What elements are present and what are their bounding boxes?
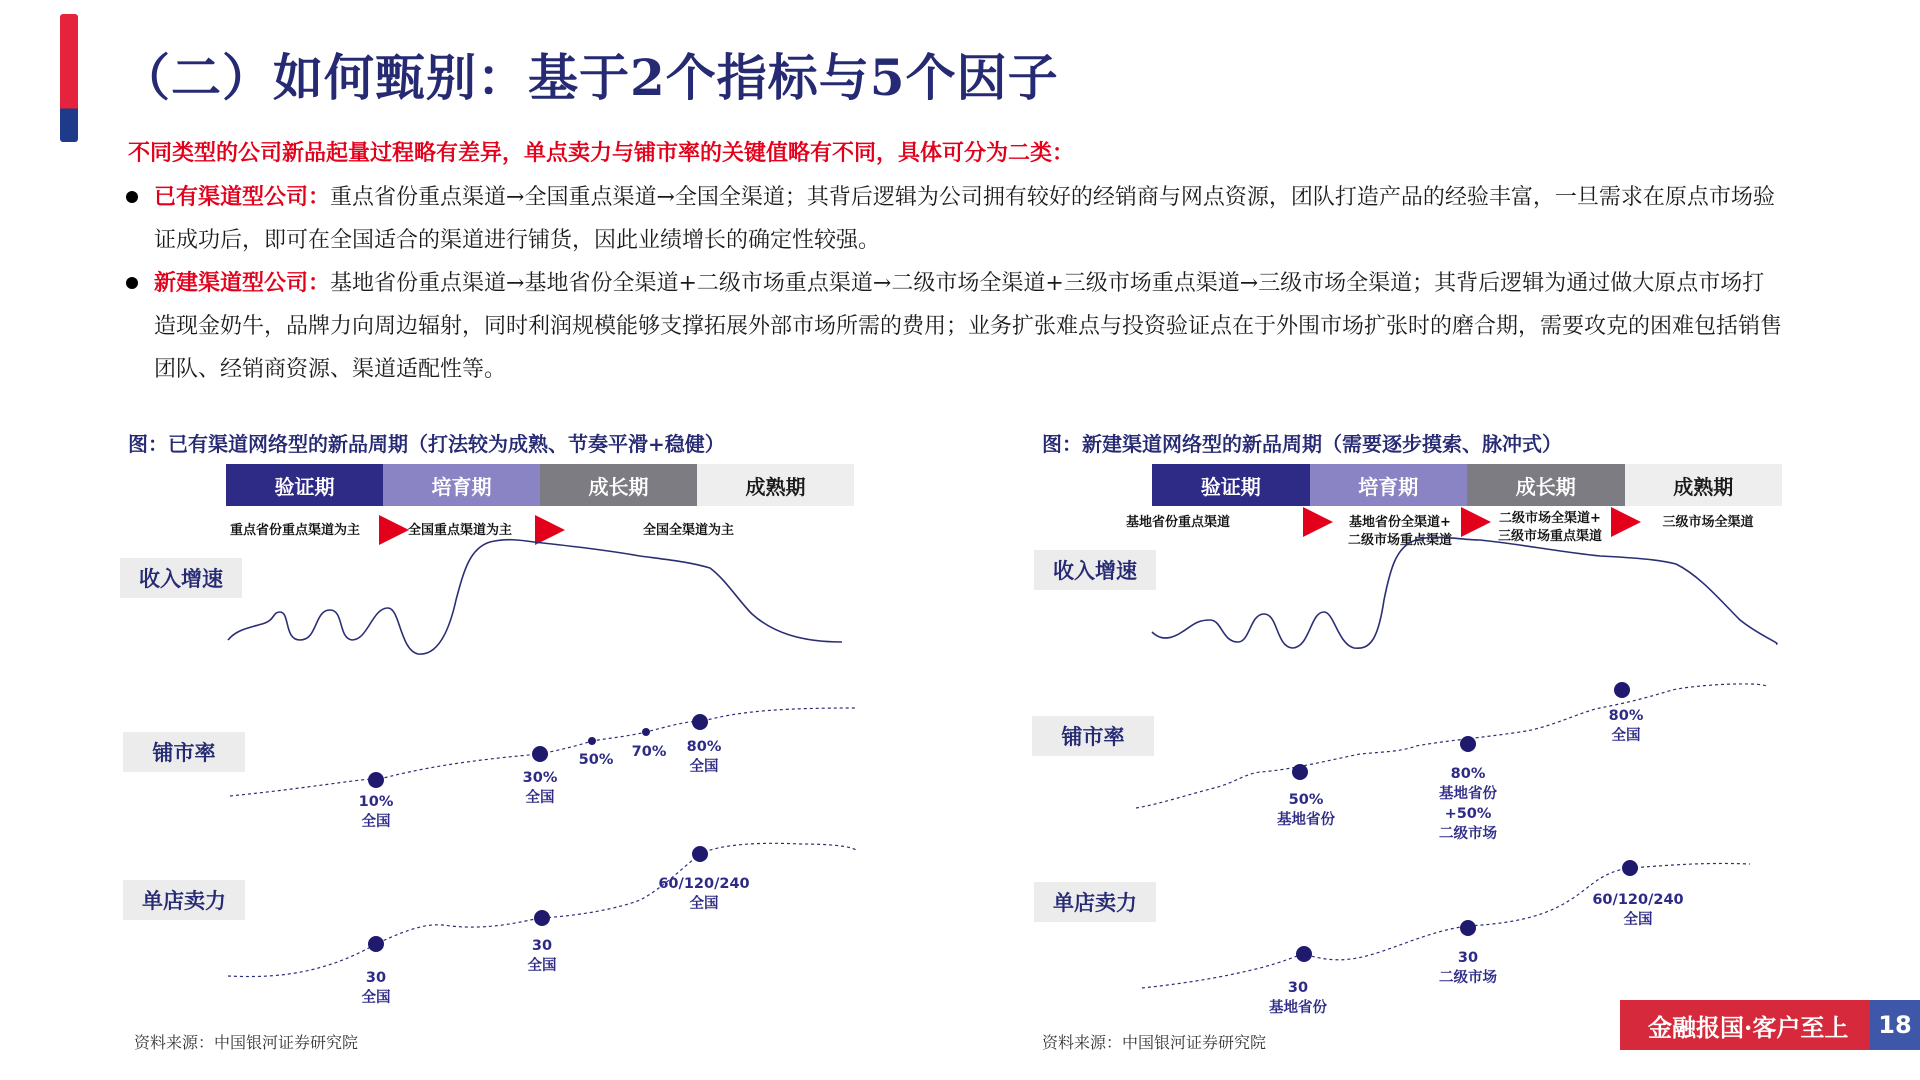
- point-label: 全国: [689, 759, 719, 775]
- point-label: 50%: [578, 752, 614, 768]
- store-sales-point: [368, 936, 384, 952]
- source-left: 资料来源：中国银河证券研究院: [134, 1033, 359, 1052]
- point-label: 全国: [525, 790, 555, 806]
- row-label-penetration: 铺市率: [1032, 716, 1154, 756]
- phase-growth: 成长期: [540, 464, 697, 506]
- point-label: 30: [1287, 980, 1309, 996]
- stage-label: 三级市场全渠道: [1662, 515, 1754, 530]
- point-label: 70%: [631, 744, 667, 760]
- point-label: 全国: [1623, 912, 1653, 928]
- point-label: 80%: [1608, 708, 1644, 724]
- penetration-point: [1614, 682, 1630, 698]
- store-sales-point: [534, 910, 550, 926]
- footer-slogan: 金融报国·客户至上: [1620, 1000, 1870, 1050]
- point-label: 30%: [522, 770, 558, 786]
- point-label: 30: [531, 938, 553, 954]
- point-label: 30: [365, 970, 387, 986]
- point-label: 二级市场: [1439, 970, 1497, 986]
- point-label: 全国: [527, 958, 557, 974]
- phase-mature: 成熟期: [1625, 464, 1783, 506]
- bullet-lead: 新建渠道型公司：: [154, 270, 331, 296]
- penetration-point: [532, 746, 548, 762]
- stage-label: 基地省份全渠道+: [1349, 515, 1451, 530]
- point-label: 80%: [686, 739, 722, 755]
- row-label-revenue: 收入增速: [1034, 550, 1156, 590]
- phase-growth: 成长期: [1467, 464, 1625, 506]
- penetration-point: [642, 728, 650, 736]
- penetration-point: [588, 737, 596, 745]
- stage-label: 重点省份重点渠道为主: [230, 523, 361, 538]
- store-sales-point: [1296, 946, 1312, 962]
- penetration-point: [368, 772, 384, 788]
- bullet-text: 基地省份重点渠道→基地省份全渠道+二级市场重点渠道→二级市场全渠道+三级市场重点渠道→三级市场全渠道；其背后逻辑为通过做大原点市场打造现金奶牛，品牌力向周边辐射，同时利润规模能够支撑拓展外部市场所需的费用；业务扩张难点与投资验证点在于外围市场扩张时的磨合期，需要攻克的困难包括销售团队、经销商资源、渠道适配性等。: [154, 271, 1783, 382]
- stage-label: 全国全渠道为主: [643, 523, 735, 538]
- store-sales-point: [692, 846, 708, 862]
- point-label: 10%: [358, 794, 394, 810]
- stage-label: 二级市场全渠道+: [1499, 511, 1601, 526]
- point-label: 基地省份: [1269, 1000, 1327, 1016]
- page-title: （二）如何甄别：基于2个指标与5个因子: [120, 48, 1059, 107]
- stage-label: 二级市场重点渠道: [1347, 533, 1453, 548]
- bullet-text: 重点省份重点渠道→全国重点渠道→全国全渠道；其背后逻辑为公司拥有较好的经销商与网点资源，团队打造产品的经验丰富，一旦需求在原点市场验证成功后，即可在全国适合的渠道进行铺货，因此业绩增长的确定性较强。: [154, 185, 1775, 253]
- revenue-curve: [1152, 537, 1777, 648]
- stage-label: 基地省份重点渠道: [1125, 515, 1231, 530]
- row-label-store-sales: 单店卖力: [1034, 882, 1156, 922]
- penetration-point: [692, 714, 708, 730]
- figure-title-right: 图：新建渠道网络型的新品周期（需要逐步摸索、脉冲式）: [1042, 432, 1562, 456]
- phase-cultivate: 培育期: [383, 464, 540, 506]
- diagram-right: [960, 0, 1920, 1080]
- revenue-curve: [228, 540, 842, 654]
- stage-label: 三级市场重点渠道: [1497, 529, 1603, 544]
- store-sales-point: [1622, 860, 1638, 876]
- phase-verify: 验证期: [226, 464, 383, 506]
- bullet-lead: 已有渠道型公司：: [154, 184, 331, 210]
- point-label: 全国: [361, 814, 391, 830]
- penetration-point: [1460, 736, 1476, 752]
- point-label: 60/120/240: [1592, 892, 1684, 908]
- point-label: 基地省份: [1277, 812, 1335, 828]
- phase-mature: 成熟期: [697, 464, 854, 506]
- store-sales-point: [1460, 920, 1476, 936]
- penetration-point: [1292, 764, 1308, 780]
- point-label: 二级市场: [1439, 826, 1497, 842]
- phase-cultivate: 培育期: [1310, 464, 1468, 506]
- point-label: 60/120/240: [658, 876, 750, 892]
- point-label: +50%: [1444, 806, 1492, 822]
- figure-title-left: 图：已有渠道网络型的新品周期（打法较为成熟、节奏平滑+稳健）: [128, 432, 725, 456]
- point-label: 全国: [361, 990, 391, 1006]
- point-label: 全国: [689, 896, 719, 912]
- source-right: 资料来源：中国银河证券研究院: [1042, 1033, 1267, 1052]
- page-number: 18: [1870, 1000, 1920, 1050]
- point-label: 30: [1457, 950, 1479, 966]
- store-sales-curve: [228, 843, 856, 976]
- point-label: 基地省份: [1439, 786, 1497, 802]
- row-label-penetration: 铺市率: [123, 732, 245, 772]
- row-label-store-sales: 单店卖力: [123, 880, 245, 920]
- point-label: 50%: [1288, 792, 1324, 808]
- phase-verify: 验证期: [1152, 464, 1310, 506]
- row-label-revenue: 收入增速: [120, 558, 242, 598]
- intro-text: 不同类型的公司新品起量过程略有差异，单点卖力与铺市率的关键值略有不同，具体可分为二类：: [128, 140, 1075, 166]
- point-label: 全国: [1611, 728, 1641, 744]
- stage-label: 全国重点渠道为主: [408, 523, 513, 538]
- point-label: 80%: [1450, 766, 1486, 782]
